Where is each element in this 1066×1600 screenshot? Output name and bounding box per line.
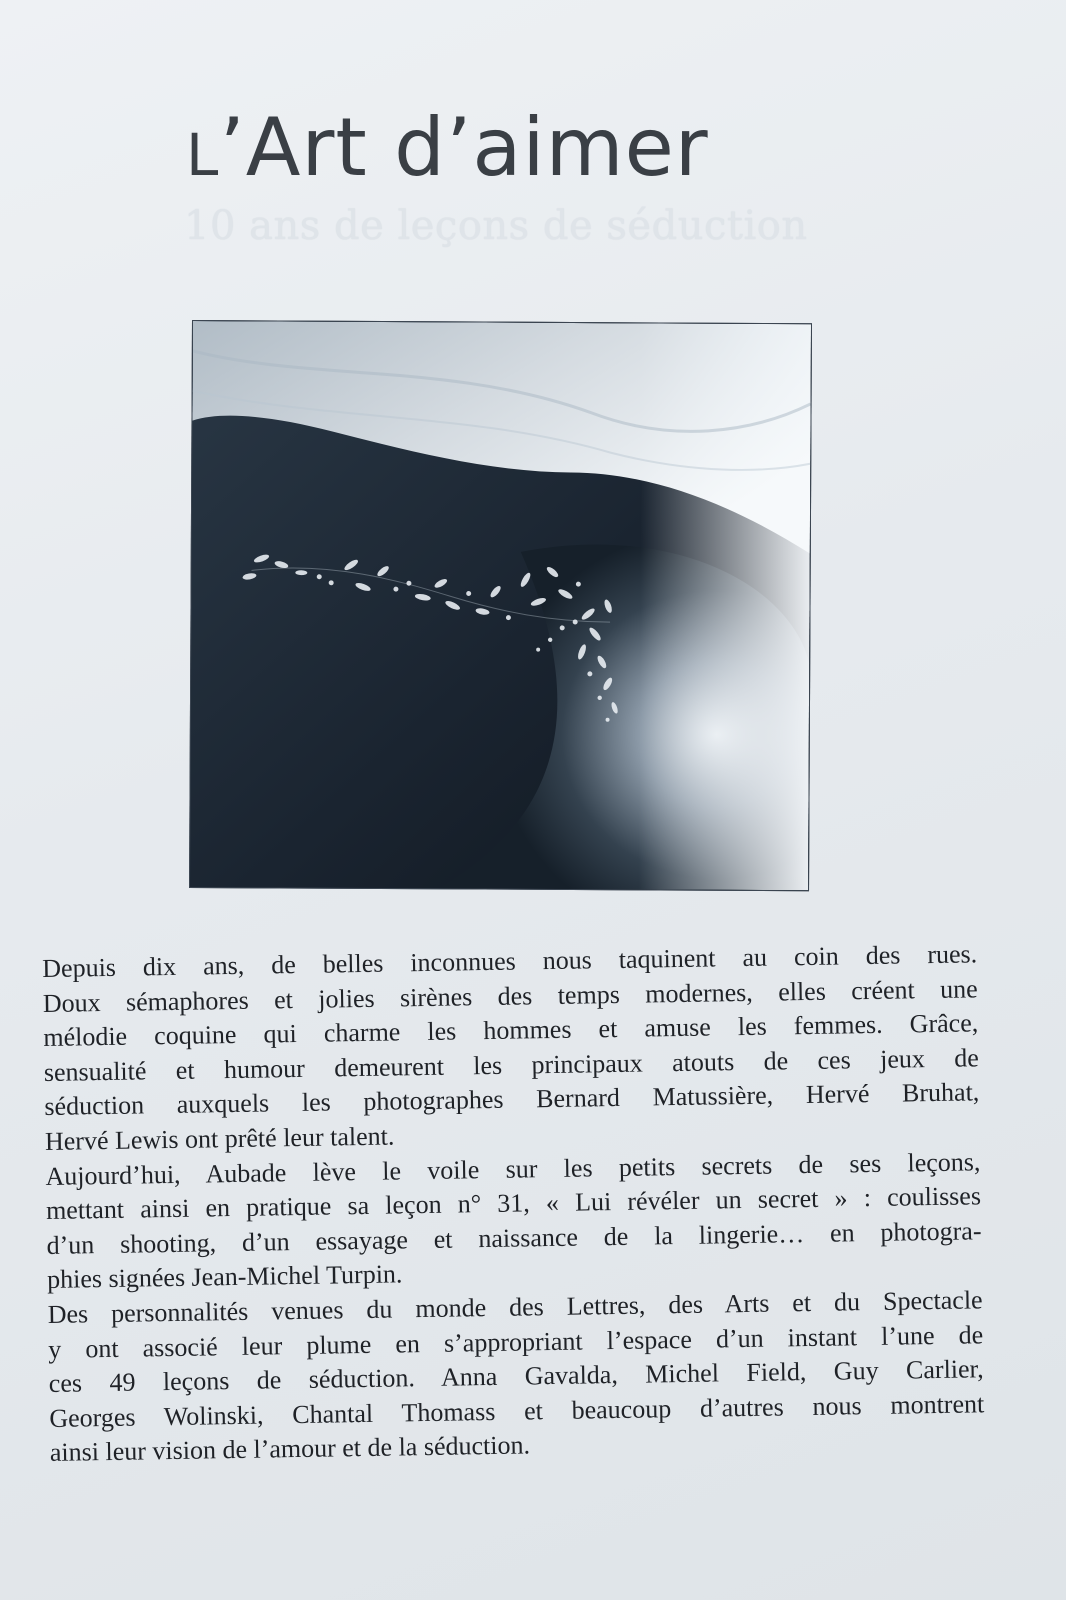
lingerie-photo-icon [190, 321, 811, 890]
text-line: y ont associé leur plume en s’appropriant l’espace d’un instant l’une de [48, 1319, 984, 1364]
text-line: Georges Wolinski, Chantal Thomass et beaucoup d’autres nous montrent [49, 1388, 985, 1433]
paragraph-1 [42, 937, 980, 1159]
paragraph-2 [45, 1145, 982, 1298]
text-line: mélodie coquine qui charme les hommes et amuse les femmes. Grâce, [43, 1008, 979, 1053]
text-line: phies signées Jean-Michel Turpin. [46, 1259, 403, 1295]
description-text [42, 937, 985, 1471]
text-line: ces 49 leçons de séduction. Anna Gavalda, Michel Field, Guy Carlier, [48, 1354, 984, 1399]
page-title [186, 101, 709, 194]
title-rest: ’Art d’aimer [219, 101, 709, 194]
text-line: Depuis dix ans, de belles inconnues nous taquinent au coin des rues. [42, 939, 978, 983]
text-line: séduction auxquels les photographes Bernard Matussière, Hervé Bruhat, [44, 1077, 980, 1122]
text-line: Doux sémaphores et jolies sirènes des temps modernes, elles créent une [42, 973, 978, 1018]
text-line: ainsi leur vision de l’amour et de la séduction. [49, 1430, 531, 1468]
page-subtitle: 10 ans de leçons de séduction [184, 203, 808, 249]
text-line: sensualité et humour demeurent les principaux atouts de ces jeux de [43, 1043, 980, 1087]
text-line: Des personnalités venues du monde des Lettres, des Arts et du Spectacle [47, 1285, 983, 1329]
title-first-letter: L [186, 121, 220, 189]
text-line: Aujourd’hui, Aubade lève le voile sur les petits secrets de ses leçons, [45, 1146, 981, 1191]
lingerie-photo [189, 320, 812, 891]
text-line: Hervé Lewis ont prêté leur talent. [44, 1121, 395, 1156]
text-line: d’un shooting, d’un essayage et naissance de la lingerie… en photogra- [46, 1216, 982, 1260]
paragraph-3 [47, 1283, 985, 1471]
text-line: mettant ainsi en pratique sa leçon n° 31, « Lui révéler un secret » : coulisses [45, 1181, 982, 1226]
